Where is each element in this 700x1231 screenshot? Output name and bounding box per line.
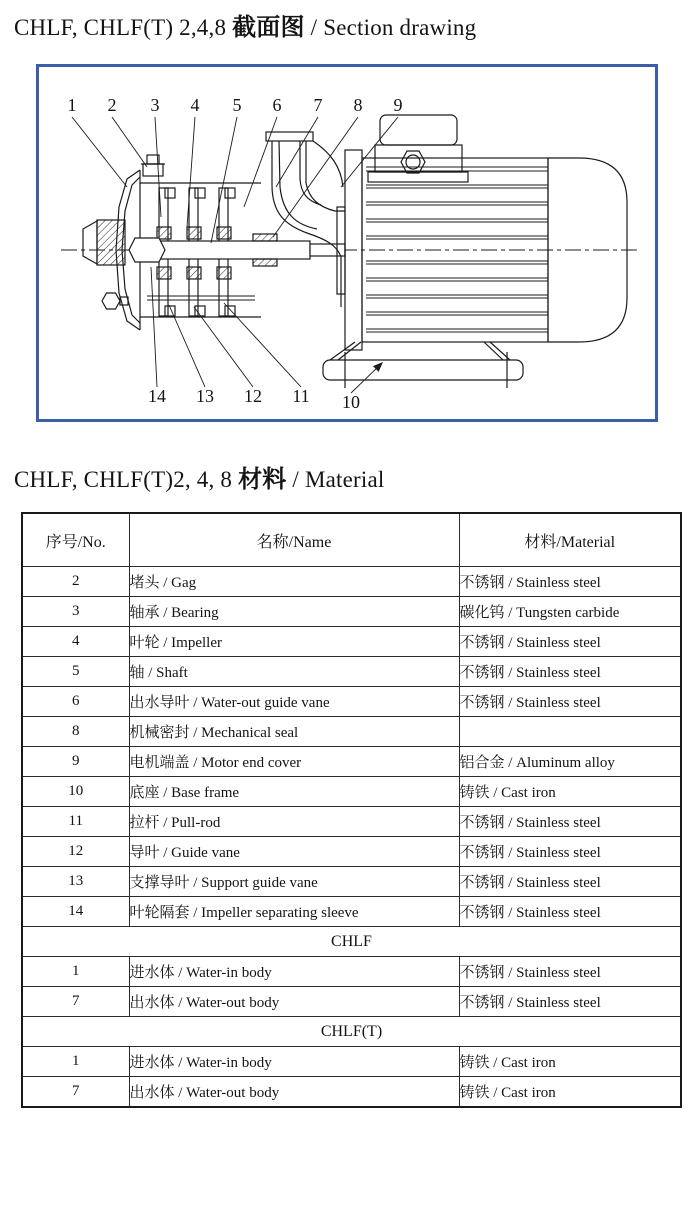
- cell-material: 不锈钢 / Stainless steel: [459, 657, 681, 687]
- callout-10: 10: [342, 392, 360, 412]
- title-cjk: 截面图: [232, 15, 305, 41]
- cell-name: 叶轮 / Impeller: [129, 627, 459, 657]
- table-row: [22, 867, 681, 897]
- cell-no: 2: [22, 567, 129, 597]
- cell-no: 4: [22, 627, 129, 657]
- section-drawing-frame: [36, 64, 658, 422]
- material-table: [21, 512, 682, 1108]
- table-row: [22, 1047, 681, 1077]
- cell-material: 不锈钢 / Stainless steel: [459, 567, 681, 597]
- section-header-chlf-t: [22, 1017, 681, 1047]
- callout-7: 7: [313, 95, 323, 115]
- cell-name: 进水体 / Water-in body: [129, 957, 459, 987]
- table-row: [22, 747, 681, 777]
- page-title-material: [14, 459, 384, 494]
- terminal-box: [368, 115, 468, 182]
- callout-9: 9: [393, 95, 403, 115]
- table-row: [22, 1077, 681, 1108]
- cell-name: 底座 / Base frame: [129, 777, 459, 807]
- pump-section-drawing: [39, 67, 655, 419]
- callout-4: 4: [190, 95, 200, 115]
- table-row: [22, 837, 681, 867]
- callout-11: 11: [292, 386, 310, 406]
- cell-no: 10: [22, 777, 129, 807]
- table-header-row: [22, 513, 681, 567]
- cell-name: 轴 / Shaft: [129, 657, 459, 687]
- title-latin-prefix: CHLF, CHLF(T) 2,4,8: [14, 15, 233, 40]
- table-row: [22, 687, 681, 717]
- cell-no: 1: [22, 957, 129, 987]
- callout-8: 8: [353, 95, 363, 115]
- cell-name: 轴承 / Bearing: [129, 597, 459, 627]
- section-title: CHLF: [22, 927, 681, 957]
- cell-name: 电机端盖 / Motor end cover: [129, 747, 459, 777]
- title-cjk: 材料: [238, 467, 287, 493]
- title-latin-suffix: / Section drawing: [304, 15, 477, 40]
- cell-name: 进水体 / Water-in body: [129, 1047, 459, 1077]
- cell-name: 机械密封 / Mechanical seal: [129, 717, 459, 747]
- table-row: [22, 807, 681, 837]
- section-title: CHLF(T): [22, 1017, 681, 1047]
- cell-name: 拉杆 / Pull-rod: [129, 807, 459, 837]
- cell-no: 6: [22, 687, 129, 717]
- discharge-volute: [266, 132, 345, 307]
- cell-material: 不锈钢 / Stainless steel: [459, 897, 681, 927]
- header-name: 名称/Name: [129, 513, 459, 567]
- cell-material: 铝合金 / Aluminum alloy: [459, 747, 681, 777]
- cell-material: 铸铁 / Cast iron: [459, 777, 681, 807]
- page-title-section-drawing: [14, 7, 476, 42]
- cell-no: 13: [22, 867, 129, 897]
- cell-material: 不锈钢 / Stainless steel: [459, 987, 681, 1017]
- cell-name: 出水导叶 / Water-out guide vane: [129, 687, 459, 717]
- callout-3: 3: [150, 95, 160, 115]
- cell-no: 7: [22, 987, 129, 1017]
- table-row: [22, 657, 681, 687]
- cell-material: 不锈钢 / Stainless steel: [459, 687, 681, 717]
- cell-no: 9: [22, 747, 129, 777]
- cell-material: 铸铁 / Cast iron: [459, 1077, 681, 1108]
- title-latin-suffix: / Material: [286, 467, 385, 492]
- table-row: [22, 987, 681, 1017]
- cell-no: 7: [22, 1077, 129, 1108]
- callout-13: 13: [196, 386, 214, 406]
- cell-material: 不锈钢 / Stainless steel: [459, 957, 681, 987]
- callout-2: 2: [107, 95, 117, 115]
- callout-1: 1: [67, 95, 77, 115]
- cell-name: 堵头 / Gag: [129, 567, 459, 597]
- cell-no: 1: [22, 1047, 129, 1077]
- table-row: [22, 717, 681, 747]
- cell-no: 12: [22, 837, 129, 867]
- cell-no: 14: [22, 897, 129, 927]
- table-row: [22, 957, 681, 987]
- cell-name: 支撑导叶 / Support guide vane: [129, 867, 459, 897]
- header-no: 序号/No.: [22, 513, 129, 567]
- callout-14: 14: [148, 386, 166, 406]
- cell-name: 出水体 / Water-out body: [129, 1077, 459, 1108]
- callout-12: 12: [244, 386, 262, 406]
- table-row: [22, 567, 681, 597]
- table-row: [22, 627, 681, 657]
- cell-material: [459, 717, 681, 747]
- cell-material: 不锈钢 / Stainless steel: [459, 837, 681, 867]
- cell-no: 8: [22, 717, 129, 747]
- cell-name: 导叶 / Guide vane: [129, 837, 459, 867]
- cell-name: 出水体 / Water-out body: [129, 987, 459, 1017]
- motor: [323, 115, 627, 388]
- title-latin-prefix: CHLF, CHLF(T)2, 4, 8: [14, 467, 239, 492]
- cell-no: 11: [22, 807, 129, 837]
- cell-material: 不锈钢 / Stainless steel: [459, 807, 681, 837]
- table-row: [22, 777, 681, 807]
- base-frame: [323, 342, 523, 388]
- cell-no: 5: [22, 657, 129, 687]
- cell-material: 铸铁 / Cast iron: [459, 1047, 681, 1077]
- cell-no: 3: [22, 597, 129, 627]
- cell-material: 不锈钢 / Stainless steel: [459, 867, 681, 897]
- table-row: [22, 897, 681, 927]
- section-header-chlf: [22, 927, 681, 957]
- table-row: [22, 597, 681, 627]
- callout-5: 5: [232, 95, 242, 115]
- callout-6: 6: [272, 95, 282, 115]
- cell-material: 碳化钨 / Tungsten carbide: [459, 597, 681, 627]
- cell-material: 不锈钢 / Stainless steel: [459, 627, 681, 657]
- cell-name: 叶轮隔套 / Impeller separating sleeve: [129, 897, 459, 927]
- header-material: 材料/Material: [459, 513, 681, 567]
